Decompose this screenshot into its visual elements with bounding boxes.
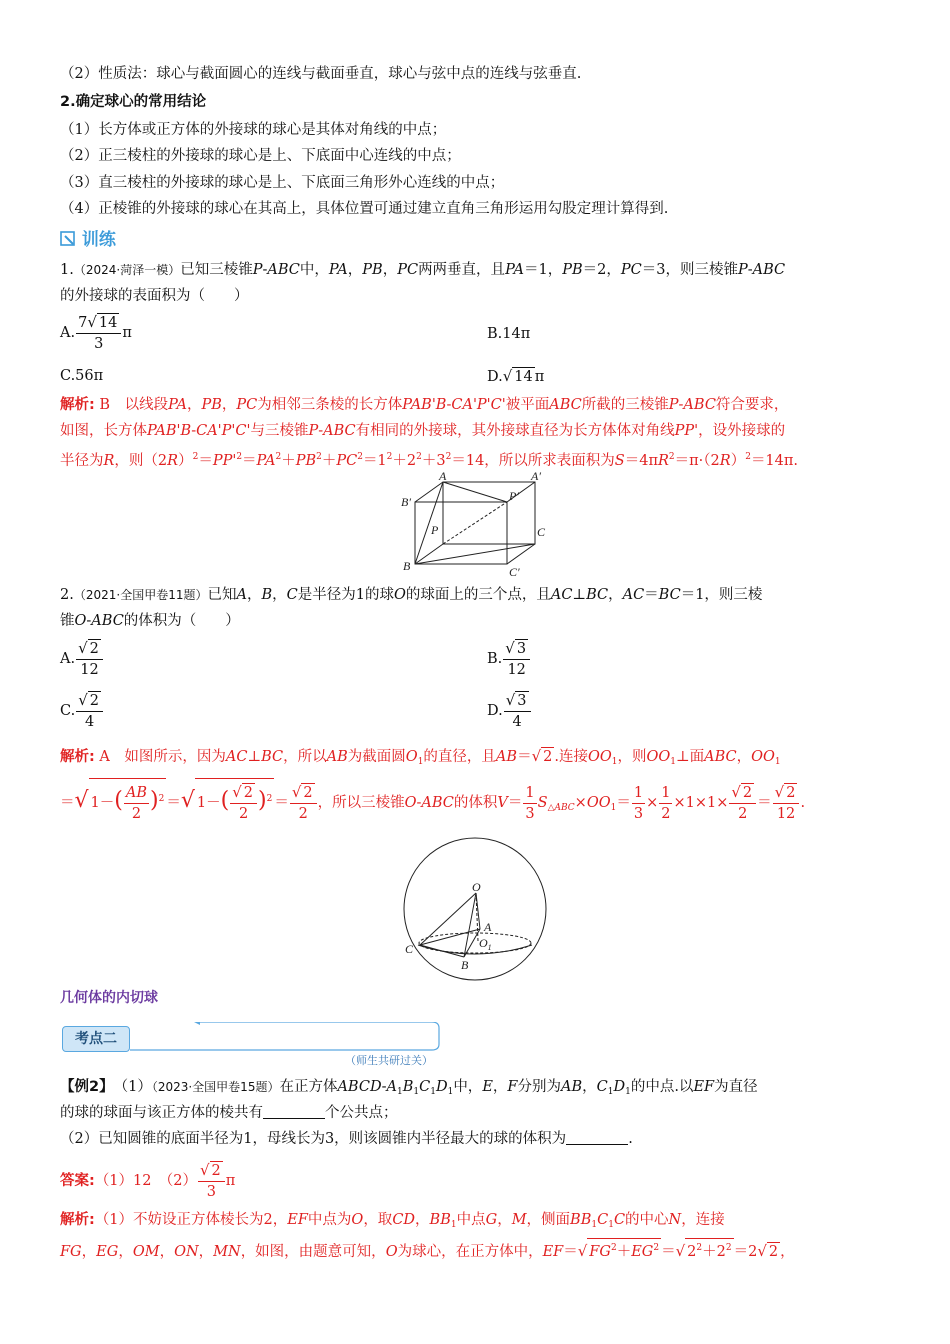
svg-text:P′: P′: [509, 489, 519, 503]
svg-text:C′: C′: [509, 565, 520, 579]
conclusion-4: （4）正棱锥的外接球的球心在其高上，具体位置可通过建立直角三角形运用勾股定理计算得到.: [60, 201, 669, 217]
training-title: 训练: [81, 230, 116, 250]
q2-stem-line2: 锥O-ABC的体积为（ ）: [60, 613, 240, 629]
example2-line3: （2）已知圆锥的底面半径为1，母线长为3，则该圆锥内半径最大的球的体积为 .: [60, 1131, 633, 1147]
svg-text:B: B: [461, 958, 469, 972]
section-title: 几何体的内切球: [60, 990, 158, 1006]
example2-analysis-line2: FG，EG，OM，ON，MN，如图，由题意可知，O为球心，在正方体中，EF＝√ $FG^2+EG^2$ ＝√ $2^2+2^2 =2√$ 2 ，: [60, 1238, 795, 1262]
q1-option-c: C.56π: [60, 368, 104, 384]
conclusion-1: （1）长方体或正方体的外接球的球心是其体对角线的中点；: [60, 122, 447, 138]
q2-option-d: D. $\frac{√ 3}{4}$: [487, 690, 532, 732]
example2-analysis-line1: 解析:（1）不妨设正方体棱长为2，EF中点为O，取CD，$BB_1$中点G，M，侧面$BB_1C_1C$的中心N，连接: [60, 1212, 725, 1230]
q2-option-a: A. $\frac{√ 2}{12}$: [60, 638, 104, 680]
svg-text:O1: $O_1$: [479, 936, 492, 952]
example2-line2: 的球的球面与该正方体的棱共有 个公共点；: [60, 1105, 398, 1121]
q2-source: （2021·全国甲卷11题）: [73, 588, 208, 602]
example2-answer: 答案:（1）12 （2） $\frac{√ 2}{3}$ π: [60, 1161, 236, 1200]
property-line: （2）性质法：球心与截面圆心的连线与截面垂直，球心与弦中点的连线与弦垂直.: [60, 66, 582, 82]
q1-option-d-label: D.: [487, 369, 503, 385]
q1-number: 1.: [60, 262, 74, 278]
example2-analysis-label: 解析:: [60, 1212, 95, 1228]
q1-answer-letter: B: [99, 397, 111, 413]
example2-source: （2023·全国甲卷15题）: [151, 1080, 280, 1094]
svg-text:P: P: [431, 523, 439, 537]
example2-label: 【例2】: [60, 1079, 107, 1095]
q1-analysis-label: 解析:: [60, 397, 95, 413]
q1-option-a-label: A.: [60, 325, 76, 341]
svg-text:B′: B′: [401, 495, 411, 509]
svg-text:B: B: [403, 559, 411, 573]
q2-analysis-line2: ＝√ 1－( $\frac{AB}{2}$ )$^2$ ＝√ 1－( $\frac{√ 2}{2}$ )$^2$ ＝ $\frac{√ 2}{2}$ ，所以三棱锥O-ABC的体积V＝ $\frac{1}{3}$ $S_{\triangle ABC}\times OO_1=$ $\frac{1}{3}$ × $\frac{1}{2}$ ×1×1× $\frac{√ 2}{2}$ ＝ $\frac{√ 2}{12}$ .: [60, 778, 805, 824]
svg-text:C: C: [537, 525, 546, 539]
q2-analysis-line1: 解析: A 如图所示，因为AC⊥BC，所以AB为截面圆$O_1$的直径，且AB＝√ 2 .连接$OO_1$，则$OO_1\perp$面ABC，$OO_1$: [60, 747, 781, 767]
q1-option-d: D.√ 14 π: [487, 367, 545, 385]
q1-stem-line1: 1.（2024·菏泽一模）已知三棱锥P-ABC中，PA，PB，PC两两垂直，且PA＝1，PB＝2，PC＝3，则三棱锥P-ABC: [60, 262, 786, 278]
training-heading: [60, 230, 116, 250]
q1-analysis-line3: 半径为R，则$(2R)^2=PP'^2=PA^2+PB^2+PC^2=1^2+2^2+3^2=14$，所以所求表面积为$S=4\pi R^2=\pi\cdot(2R)^2=14\pi$.: [60, 452, 799, 469]
svg-text:A′: A′: [531, 470, 541, 483]
cuboid-figure: [395, 470, 560, 580]
q1-analysis-line1: 解析: B 以线段PA，PB，PC为相邻三条棱的长方体PAB'B-CA'P'C'被平面ABC所截的三棱锥P-ABC符合要求，: [60, 397, 789, 413]
topic-badge: 考点二: [62, 1026, 130, 1052]
svg-text:A: A: [484, 920, 492, 934]
q1-source: （2024·菏泽一模）: [73, 263, 181, 277]
sphere-figure: [400, 833, 550, 983]
pencil-square-icon: [60, 231, 76, 247]
topic-banner: [60, 1022, 440, 1056]
svg-text:A: A: [439, 470, 447, 483]
q2-number: 2.: [60, 587, 74, 603]
banner-note: （师生共研过关）: [345, 1054, 433, 1067]
example2-line1: 【例2】 （1）（2023·全国甲卷15题）在正方体ABCD-$A_1B_1C_1D_1$中，E，F分别为AB，$C_1D_1$的中点.以EF为直径: [60, 1079, 758, 1097]
q1-stem-line2: 的外接球的表面积为（ ）: [60, 288, 249, 304]
conclusion-2: （2）正三棱柱的外接球的球心是上、下底面中心连线的中点；: [60, 148, 461, 164]
example2-answer-label: 答案:: [60, 1173, 95, 1189]
svg-text:O: O: [472, 880, 481, 894]
conclusion-3: （3）直三棱柱的外接球的球心是上、下底面三角形外心连线的中点；: [60, 175, 505, 191]
svg-text:C: C: [405, 942, 414, 956]
q1-option-a: A. $\frac{7√ 14}{3}$ π: [60, 313, 132, 352]
q2-analysis-label: 解析:: [60, 749, 95, 765]
q2-option-b: B. $\frac{√ 3}{12}$: [487, 638, 531, 680]
q2-stem-line1: 2.（2021·全国甲卷11题）已知A，B，C是半径为1的球O的球面上的三个点，且AC⊥BC，AC＝BC＝1，则三棱: [60, 587, 763, 603]
q1-analysis-line2: 如图，长方体PAB'B-CA'P'C'与三棱锥P-ABC有相同的外接球，其外接球直径为长方体体对角线PP'，设外接球的: [60, 423, 786, 439]
conclusion-heading: 2.确定球心的常用结论: [60, 94, 207, 110]
q1-option-b: B.14π: [487, 326, 531, 342]
q2-answer-letter: A: [99, 749, 110, 765]
q2-option-c: C. $\frac{√ 2}{4}$: [60, 690, 104, 732]
